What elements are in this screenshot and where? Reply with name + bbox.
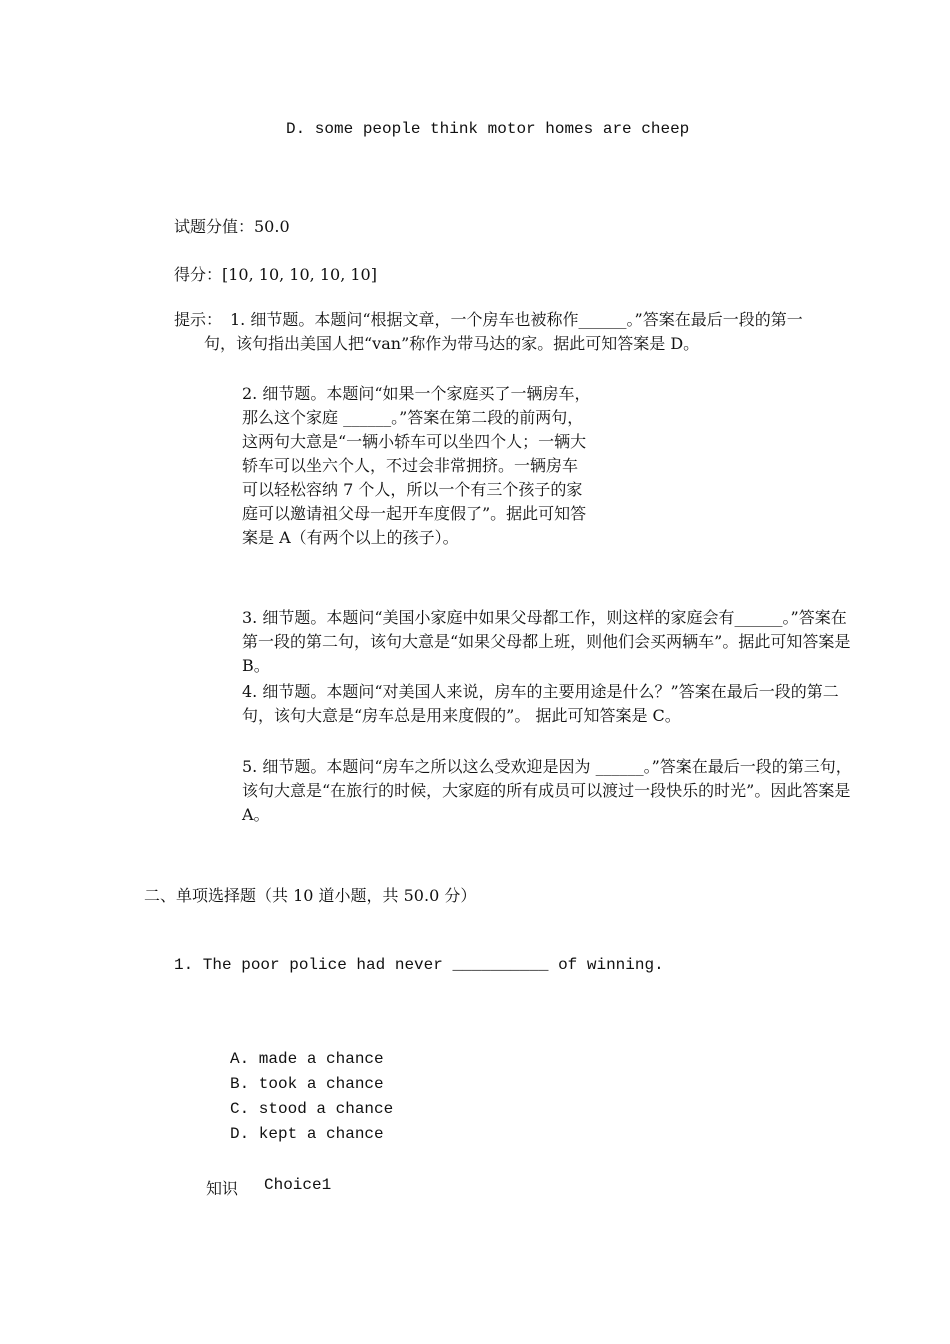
- question-text: 1. The poor police had never __________ of winning.: [174, 956, 664, 974]
- previous-option-d: D. some people think motor homes are cheep: [286, 120, 690, 138]
- option-c[interactable]: C. stood a chance: [230, 1100, 394, 1118]
- hint-item-4: 4. 细节题。本题问“对美国人来说，房车的主要用途是什么？”答案在最后一段的第二句，该句大意是“房车总是用来度假的”。 据此可知答案是 C。: [242, 682, 839, 725]
- score-value: 试题分值：50.0: [174, 217, 290, 236]
- hint-item-2: 2. 细节题。本题问“如果一个家庭买了一辆房车，那么这个家庭 ______。”答案在第二段的前两句，这两句大意是“一辆小轿车可以坐四个人；一辆大轿车可以坐六个人，不过会非常拥挤。一辆房车可以轻松容纳 7 个人，所以一个有三个孩子的家庭可以邀请祖父母一起开车度假了”。据此可知答案是 A（有两个以上的孩子）。: [242, 384, 591, 547]
- section-title: 二、单项选择题（共 10 道小题，共 50.0 分）: [144, 886, 477, 905]
- knowledge-value: Choice1: [264, 1176, 332, 1194]
- hint-item-5: 5. 细节题。本题问“房车之所以这么受欢迎是因为 ______。”答案在最后一段的第三句，该句大意是“在旅行的时候，大家庭的所有成员可以渡过一段快乐的时光”。因此答案是 A。: [242, 757, 852, 824]
- score-obtained: 得分：[10, 10, 10, 10, 10]: [174, 265, 377, 284]
- knowledge-label: 知识: [206, 1179, 239, 1198]
- hint-item-3: 3. 细节题。本题问“美国小家庭中如果父母都工作，则这样的家庭会有______。”答案在第一段的第二句，该句大意是“如果父母都上班，则他们会买两辆车”。据此可知答案是 B。: [242, 608, 851, 675]
- hint-item-1: 1. 细节题。本题问“根据文章，一个房车也被称作______。”答案在最后一段的第一句，该句指出美国人把“van”称作为带马达的家。据此可知答案是 D。: [204, 310, 803, 353]
- option-d[interactable]: D. kept a chance: [230, 1125, 384, 1143]
- hint-label: 提示：: [174, 310, 223, 329]
- option-b[interactable]: B. took a chance: [230, 1075, 384, 1093]
- option-a[interactable]: A. made a chance: [230, 1050, 384, 1068]
